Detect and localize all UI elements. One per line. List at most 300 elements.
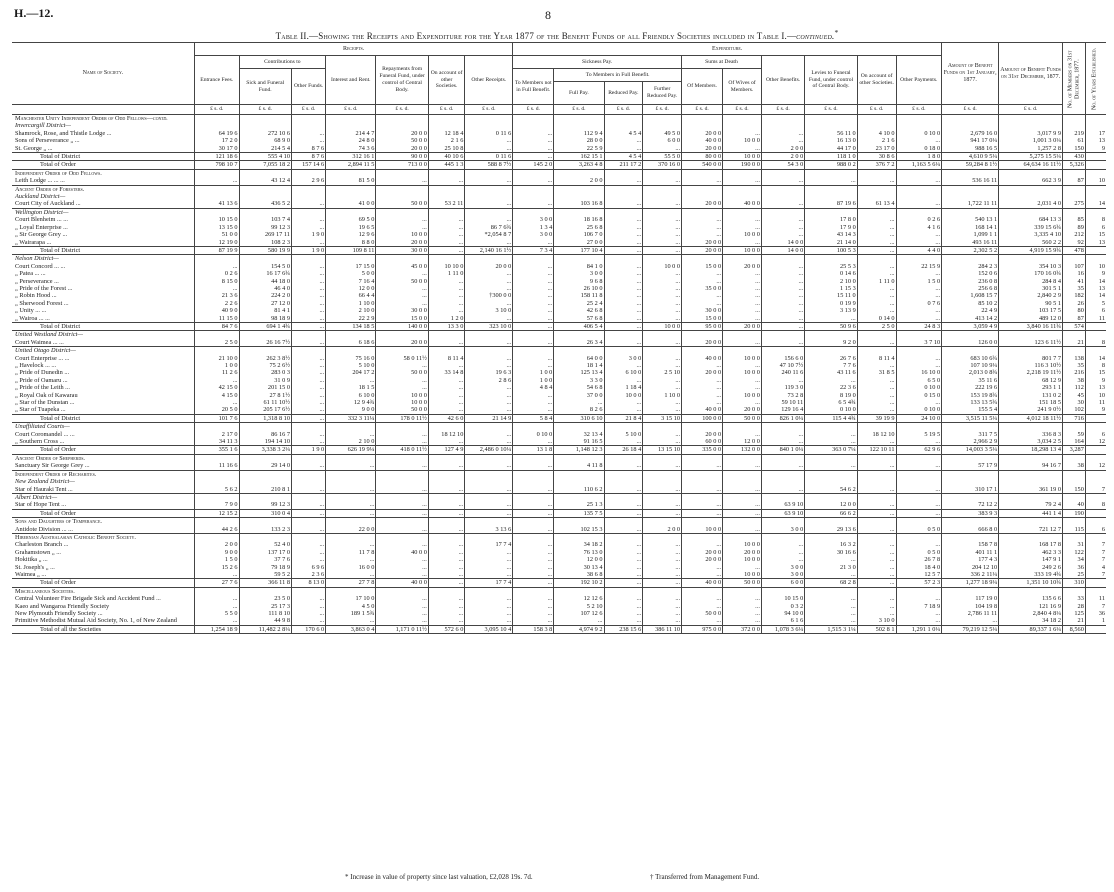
value-cell: 53 2 11 (428, 200, 465, 208)
value-cell: 0 11 6 (465, 153, 513, 161)
value-cell: ... (643, 177, 682, 185)
value-cell: ... (376, 270, 428, 277)
header-expenditure: Expenditure. (513, 43, 942, 56)
value-cell: ... (643, 462, 682, 470)
section-row (12, 115, 1106, 123)
value-cell: 22 5 9 (554, 145, 604, 153)
total-row (12, 509, 1106, 517)
empty-cell (942, 208, 999, 216)
value-cell: 15 0 0 (376, 315, 428, 323)
value-cell: 988 0 2 (805, 161, 857, 169)
value-cell: 41 (1063, 278, 1086, 285)
value-cell: 30 8 6 (857, 153, 896, 161)
value-cell: 10 0 0 (723, 355, 762, 362)
value-cell: ... (682, 564, 723, 571)
value-cell: 7 16 4 (326, 278, 376, 285)
value-cell: ... (857, 399, 896, 406)
value-cell: ... (604, 549, 643, 556)
value-cell: 0 3 2 (761, 603, 804, 610)
header-further-reduced: Further Reduced Pay. (643, 82, 682, 105)
value-cell: 12 (1085, 462, 1106, 470)
empty-cell (1085, 470, 1106, 478)
value-cell: 153 19 8¾ (942, 392, 999, 399)
value-cell: ... (428, 617, 465, 625)
value-cell: 20 0 0 (465, 263, 513, 270)
value-cell: ... (291, 501, 325, 509)
value-cell: 30 13 4 (554, 564, 604, 571)
value-cell: 6 10 0 (326, 392, 376, 399)
empty-cell (239, 208, 291, 216)
empty-cell (723, 587, 762, 595)
value-cell: ... (465, 384, 513, 391)
value-cell: ... (723, 377, 762, 384)
value-cell: ... (896, 462, 942, 470)
value-cell: 25 17 3 (239, 603, 291, 610)
value-cell: 2 17 0 (195, 431, 239, 438)
value-cell: ... (604, 239, 643, 247)
value-cell: 10 0 0 (723, 231, 762, 238)
empty-cell (376, 331, 428, 339)
empty-cell (761, 115, 804, 123)
header-full-pay: Full Pay. (554, 82, 604, 105)
value-cell: 20 0 0 (682, 239, 723, 247)
value-cell: ... (896, 355, 942, 362)
empty-cell (239, 518, 291, 526)
society-name: Central Volunteer Fire Brigade Sick and Accident Fund ... (15, 595, 161, 603)
value-cell: 112 9 4 (554, 130, 604, 137)
empty-cell (896, 454, 942, 462)
empty-cell (723, 208, 762, 216)
value-cell: 0 5 0 (896, 526, 942, 534)
value-cell: ... (643, 285, 682, 292)
value-cell: 0 2 6 (195, 270, 239, 277)
value-cell: ... (604, 322, 643, 330)
value-cell: ... (682, 224, 723, 231)
units-cell: £ s. d. (643, 105, 682, 115)
empty-cell (291, 533, 325, 541)
value-cell: 1,291 1 0¼ (896, 625, 942, 633)
empty-cell (239, 454, 291, 462)
value-cell: 14 (1085, 292, 1106, 299)
value-cell: ... (896, 610, 942, 617)
value-cell: ... (896, 285, 942, 292)
value-cell: ... (604, 610, 643, 617)
value-cell: 8 19 0 (805, 392, 857, 399)
society-row (12, 617, 1106, 625)
empty-cell (643, 533, 682, 541)
society-name: „ Pride of Dunedin ... (15, 369, 70, 377)
value-cell: 18 12 10 (857, 431, 896, 438)
value-cell: ... (195, 285, 239, 292)
value-cell: ... (513, 137, 554, 144)
empty-cell (761, 347, 804, 355)
value-cell: 6 (1085, 526, 1106, 534)
value-cell: 572 6 0 (428, 625, 465, 633)
value-cell: ... (604, 307, 643, 314)
value-cell: 12 5 7 (896, 571, 942, 579)
empty-cell (465, 169, 513, 177)
header-on-account-expenditure: On account of other Societies. (857, 56, 896, 105)
value-cell: ... (643, 541, 682, 548)
value-cell: 40 0 0 (376, 579, 428, 587)
total-row (12, 625, 1106, 633)
value-cell: ... (761, 137, 804, 144)
value-cell: 81 4 1 (239, 307, 291, 314)
value-cell: 10 0 0 (723, 246, 762, 254)
value-cell: 9 (1085, 145, 1106, 153)
value-cell: ... (326, 431, 376, 438)
value-cell: ... (604, 145, 643, 153)
value-cell: 222 19 6 (942, 384, 999, 391)
empty-cell (195, 122, 239, 129)
units-blank (12, 105, 195, 115)
value-cell: 11 (1085, 315, 1106, 323)
empty-cell (291, 347, 325, 355)
value-cell: 5 2 10 (554, 603, 604, 610)
value-cell: 52 4 0 (239, 541, 291, 548)
value-cell: 4 (1085, 564, 1106, 571)
value-cell: 11 16 6 (195, 462, 239, 470)
value-cell: ... (291, 315, 325, 323)
value-cell: 7 (1085, 486, 1106, 494)
empty-cell (896, 347, 942, 355)
value-cell: ... (682, 177, 723, 185)
value-cell: ... (376, 486, 428, 494)
value-cell: 54 6 8 (554, 384, 604, 391)
empty-cell (1063, 255, 1086, 263)
empty-cell (761, 493, 804, 501)
society-name: „ Pride of the Leith ... (15, 384, 70, 392)
value-cell: ... (291, 462, 325, 470)
value-cell: 50 0 0 (376, 369, 428, 376)
empty-cell (195, 331, 239, 339)
value-cell: ... (805, 315, 857, 323)
value-cell: 3,863 0 4 (326, 625, 376, 633)
value-cell: ... (195, 603, 239, 610)
society-name: Shamrock, Rose, and Thistle Lodge ... (15, 129, 112, 137)
value-cell: 75 16 0 (326, 355, 376, 362)
value-cell: ... (643, 617, 682, 625)
value-cell: ... (428, 285, 465, 292)
value-cell: 80 0 0 (682, 153, 723, 161)
value-cell: 35 (1063, 285, 1086, 292)
value-cell: ... (604, 556, 643, 563)
empty-cell (643, 470, 682, 478)
empty-cell (1085, 587, 1106, 595)
value-cell: 18 4 0 (896, 564, 942, 571)
value-cell: ... (723, 501, 762, 509)
value-cell: ... (513, 486, 554, 494)
value-cell: ... (604, 541, 643, 548)
section-row (12, 169, 1106, 177)
value-cell: 54 3 0 (761, 161, 804, 169)
value-cell: ... (604, 571, 643, 579)
value-cell: 376 7 2 (857, 161, 896, 169)
empty-cell (1085, 423, 1106, 431)
section-title: Ancient Order of Shepherds. (12, 454, 195, 462)
value-cell: 41 13 6 (195, 200, 239, 208)
value-cell: 272 10 6 (239, 130, 291, 137)
society-row (12, 130, 1106, 137)
empty-cell (805, 478, 857, 485)
empty-cell (723, 169, 762, 177)
empty-cell (896, 122, 942, 129)
value-cell: 101 7 6 (195, 414, 239, 422)
table-title-suffix: continued. (796, 31, 835, 41)
subsection-title: Auckland District— (15, 193, 66, 201)
value-cell: 50 0 0 (376, 278, 428, 285)
empty-cell (195, 470, 239, 478)
value-cell: 119 3 0 (761, 384, 804, 391)
empty-cell (999, 518, 1063, 526)
units-cell: £ s. d. (857, 105, 896, 115)
value-cell: 15 11 0 (805, 292, 857, 299)
value-cell: 1 5 0 (195, 556, 239, 563)
empty-cell (195, 193, 239, 200)
section-title: Independent Order of Odd Fellows. (12, 169, 195, 177)
value-cell: 14 (1085, 200, 1106, 208)
value-cell: 73 2 8 (761, 392, 804, 399)
value-cell: 13 (1085, 239, 1106, 247)
value-cell: 57 2 3 (896, 579, 942, 587)
subsection-row (12, 493, 1106, 501)
value-cell: ... (513, 549, 554, 556)
empty-cell (682, 122, 723, 129)
value-cell: 103 17 5 (999, 307, 1063, 314)
value-cell: 1 11 0 (428, 270, 465, 277)
empty-cell (1063, 122, 1086, 129)
section-row (12, 518, 1106, 526)
total-label: Total of Order (12, 579, 195, 587)
empty-cell (761, 208, 804, 216)
footnote-star: * Increase in value of property since last valuation, £2,028 19s. 7d. (345, 873, 533, 881)
value-cell: 170 6 0 (291, 625, 325, 633)
value-cell: ... (857, 501, 896, 509)
header-sums-at-death: Sums at Death (682, 56, 762, 69)
value-cell: 30 16 6 (805, 549, 857, 556)
value-cell: 310 6 10 (554, 414, 604, 422)
value-cell: 0 10 0 (805, 406, 857, 414)
empty-cell (239, 493, 291, 501)
value-cell: ... (428, 231, 465, 238)
value-cell: 132 0 0 (723, 446, 762, 454)
value-cell: 44 17 0 (805, 145, 857, 153)
value-cell: 12 9 4¾ (326, 399, 376, 406)
value-cell: 87 (1063, 177, 1086, 185)
empty-cell (513, 478, 554, 485)
value-cell: 10 0 0 (723, 541, 762, 548)
value-cell: ... (604, 137, 643, 144)
value-cell: 10 15 0 (761, 595, 804, 602)
value-cell: ... (857, 541, 896, 548)
empty-cell (428, 331, 465, 339)
value-cell: 134 18 5 (326, 322, 376, 330)
empty-cell (682, 587, 723, 595)
value-cell: 1,078 3 6¼ (761, 625, 804, 633)
empty-cell (682, 208, 723, 216)
table-body (12, 115, 1106, 634)
value-cell: 11 2 6 (195, 369, 239, 376)
empty-cell (604, 533, 643, 541)
value-cell: ... (682, 231, 723, 238)
value-cell: ... (604, 509, 643, 517)
value-cell: 16 3 2 (805, 541, 857, 548)
value-cell: ... (465, 177, 513, 185)
empty-cell (805, 470, 857, 478)
value-cell: ... (643, 579, 682, 587)
empty-cell (761, 587, 804, 595)
society-name: Sons of Perseverance „ ... (15, 137, 80, 145)
value-cell: 11,482 2 8¼ (239, 625, 291, 633)
value-cell: 355 1 6 (195, 446, 239, 454)
value-cell: ... (428, 216, 465, 223)
empty-cell (942, 470, 999, 478)
value-cell: 40 0 0 (682, 579, 723, 587)
value-cell: ... (513, 509, 554, 517)
value-cell: 2 0 0 (761, 145, 804, 153)
empty-cell (326, 518, 376, 526)
value-cell: 46 4 0 (239, 285, 291, 292)
value-cell: 262 3 8½ (239, 355, 291, 362)
value-cell: 2,218 19 11½ (999, 369, 1063, 376)
society-name: „ Perseverance ... (15, 277, 59, 285)
value-cell: 8 2 6 (554, 406, 604, 414)
value-cell: 10 (1085, 177, 1106, 185)
value-cell: ... (723, 486, 762, 494)
society-row (12, 355, 1106, 362)
value-cell: 95 0 0 (682, 322, 723, 330)
value-cell: 30 (1063, 399, 1086, 406)
empty-cell (857, 208, 896, 216)
value-cell: 716 (1063, 414, 1086, 422)
empty-cell (291, 478, 325, 485)
value-cell: 20 0 0 (723, 406, 762, 414)
value-cell: ... (857, 549, 896, 556)
society-row (12, 285, 1106, 292)
value-cell: ... (682, 541, 723, 548)
value-cell: ... (513, 292, 554, 299)
society-row (12, 571, 1106, 579)
value-cell: 3,840 16 11¾ (999, 322, 1063, 330)
empty-cell (326, 470, 376, 478)
value-cell: 61 11 10½ (239, 399, 291, 406)
value-cell: ... (513, 406, 554, 414)
value-cell: ... (465, 486, 513, 494)
value-cell: 489 12 0 (999, 315, 1063, 323)
empty-cell (723, 423, 762, 431)
value-cell: ... (291, 549, 325, 556)
value-cell: 151 18 5 (999, 399, 1063, 406)
empty-cell (326, 533, 376, 541)
header-reduced-pay: Reduced Pay. (604, 82, 643, 105)
empty-cell (857, 454, 896, 462)
value-cell: 44 9 8 (239, 617, 291, 625)
value-cell: 84 1 0 (554, 263, 604, 270)
value-cell: 25 2 4 (554, 300, 604, 307)
value-cell: 10 0 0 (723, 392, 762, 399)
value-cell: 18 16 8 (554, 216, 604, 223)
value-cell: 1 0 0 (513, 377, 554, 384)
value-cell: ... (643, 438, 682, 446)
value-cell: ... (291, 362, 325, 369)
empty-cell (195, 169, 239, 177)
society-row (12, 200, 1106, 208)
value-cell: 40 9 0 (195, 307, 239, 314)
empty-cell (291, 169, 325, 177)
value-cell: ... (857, 462, 896, 470)
value-cell: 158 3 8 (513, 625, 554, 633)
value-cell: 122 (1063, 549, 1086, 556)
value-cell: 8 11 4 (428, 355, 465, 362)
value-cell: 0 14 0 (857, 315, 896, 323)
value-cell: ... (428, 384, 465, 391)
value-cell: ... (428, 278, 465, 285)
value-cell: 826 1 0¼ (761, 414, 804, 422)
empty-cell (513, 454, 554, 462)
value-cell: ... (761, 315, 804, 323)
empty-cell (326, 454, 376, 462)
value-cell: 10 0 0 (723, 556, 762, 563)
empty-cell (1063, 423, 1086, 431)
value-cell: 170 16 0¾ (999, 270, 1063, 277)
value-cell: ... (643, 231, 682, 238)
value-cell: ... (682, 603, 723, 610)
value-cell: 3 0 0 (554, 270, 604, 277)
value-cell: 1,277 18 9¼ (942, 579, 999, 587)
value-cell: 34 18 2 (999, 617, 1063, 625)
value-cell: ... (643, 501, 682, 509)
empty-cell (554, 533, 604, 541)
value-cell: 1 10 0 (326, 300, 376, 307)
value-cell: ... (761, 177, 804, 185)
empty-cell (761, 122, 804, 129)
value-cell: 24 10 0 (896, 414, 942, 422)
value-cell: 18,298 13 4 (999, 446, 1063, 454)
value-cell: ... (604, 270, 643, 277)
value-cell: 147 9 1 (999, 556, 1063, 563)
society-row (12, 177, 1106, 185)
value-cell: 59,284 8 1½ (942, 161, 999, 169)
empty-cell (465, 587, 513, 595)
value-cell: 79 18 9 (239, 564, 291, 571)
value-cell: 2,966 2 9 (942, 438, 999, 446)
value-cell: ... (513, 153, 554, 161)
empty-cell (326, 255, 376, 263)
value-cell: 107 10 9¼ (942, 362, 999, 369)
value-cell: 20 0 0 (682, 130, 723, 137)
header-interest-rent: Interest and Rent. (326, 56, 376, 105)
empty-cell (465, 115, 513, 123)
value-cell: 2 0 0 (554, 177, 604, 185)
value-cell: 40 0 0 (682, 406, 723, 414)
value-cell: 1,257 2 8 (999, 145, 1063, 153)
value-cell: ... (291, 486, 325, 494)
subsection-title: Wellington District— (12, 208, 195, 216)
subsection-title: Nelson District— (12, 255, 195, 263)
empty-cell (326, 115, 376, 123)
value-cell: ... (291, 526, 325, 534)
value-cell: 9 (1085, 377, 1106, 384)
value-cell: 1 5 0 (896, 278, 942, 285)
society-name: Kaeo and Wangaroa Friendly Society (15, 602, 110, 610)
empty-cell (239, 470, 291, 478)
value-cell: 99 12 3 (239, 224, 291, 231)
society-row (12, 462, 1106, 470)
society-row (12, 541, 1106, 548)
value-cell: 4 5 0 (326, 603, 376, 610)
empty-cell (465, 454, 513, 462)
value-cell: ... (513, 579, 554, 587)
